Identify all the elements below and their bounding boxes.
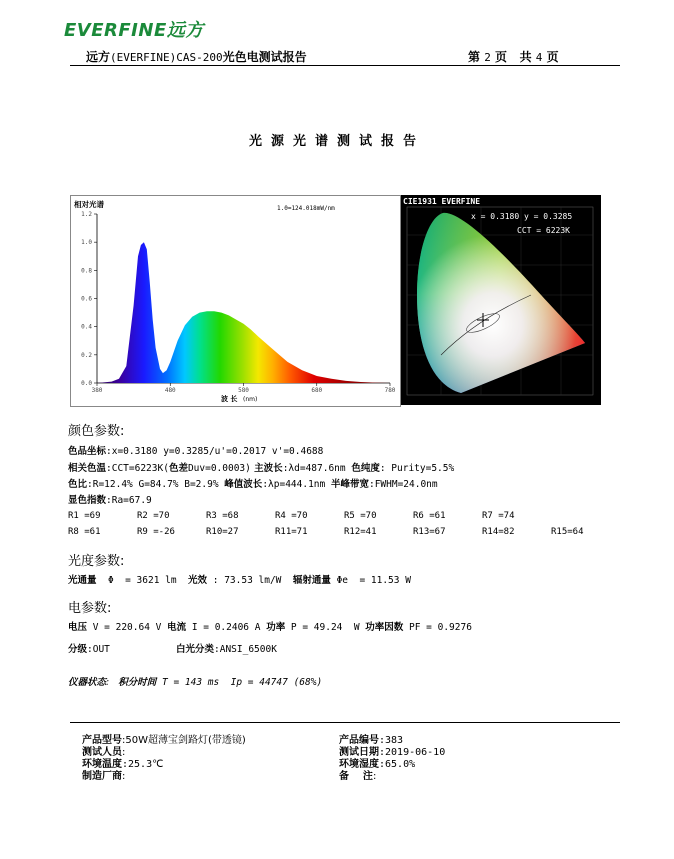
page-title: 光源光谱测试报告	[248, 134, 425, 149]
r-value: R11=71	[275, 527, 308, 537]
cie-diagram	[401, 195, 601, 405]
footer-sn: 产品编号:383	[339, 735, 404, 746]
photometric-line: 光通量 Φ = 3621 lm 光效 : 73.53 lm/W 辐射通量 Φe = 11.53 W	[68, 575, 411, 586]
grade-line: 分级:OUT	[68, 644, 110, 655]
r-value: R6 =61	[413, 511, 446, 521]
y-tick-label: 0.6	[81, 295, 92, 303]
chromaticity-line: 色品坐标:x=0.3180 y=0.3285/u'=0.2017 v'=0.4688	[68, 446, 324, 457]
y-tick-label: 1.2	[81, 211, 92, 218]
instrument-status: 仪器状态: 积分时间 T = 143 ms Ip = 44747 (68%)	[68, 677, 323, 688]
photo-params-heading: 光度参数:	[68, 554, 125, 569]
r-value: R3 =68	[206, 511, 239, 521]
footer-temp: 环境温度:25.3℃	[82, 759, 164, 770]
report-header-title: 远方(EVERFINE)CAS-200光色电测试报告	[86, 50, 307, 64]
header-rule	[70, 65, 620, 66]
cie-diagram-panel	[401, 195, 601, 405]
r-value: R14=82	[482, 527, 515, 537]
chart-ylabel: 相对光谱	[74, 200, 104, 209]
footer-date: 测试日期:2019-06-10	[339, 747, 446, 758]
cie-xy: x = 0.3180 y = 0.3285	[471, 212, 573, 221]
footer-humidity: 环境湿度:65.0%	[339, 759, 416, 770]
y-tick-label: 0.2	[81, 351, 92, 359]
r-value: R5 =70	[344, 511, 377, 521]
x-tick-label: 480	[164, 387, 176, 394]
spectrum-area	[97, 242, 390, 383]
footer-tester: 测试人员:	[82, 747, 126, 758]
r-value: R9 =-26	[137, 527, 175, 537]
everfine-logo: EVERFINE远方	[64, 20, 204, 41]
chart-xlabel-unit: (nm)	[243, 396, 258, 403]
r-value: R12=41	[344, 527, 377, 537]
r-value: R4 =70	[275, 511, 308, 521]
electrical-line: 电压 V = 220.64 V 电流 I = 0.2406 A 功率 P = 49.24 W 功率因数 PF = 0.9276	[68, 622, 472, 633]
r-value: R8 =61	[68, 527, 101, 537]
cct-line: 相关色温:CCT=6223K(色差Duv=0.0003) 主波长:λd=487.6nm 色纯度: Purity=5.5%	[68, 463, 455, 474]
r-value: R10=27	[206, 527, 239, 537]
color-params-heading: 颜色参数:	[68, 424, 125, 439]
y-tick-label: 1.0	[81, 239, 92, 247]
x-tick-label: 380	[91, 387, 103, 394]
r-value: R2 =70	[137, 511, 170, 521]
spectrum-chart	[71, 196, 400, 406]
cri-line: 显色指数:Ra=67.9	[68, 495, 152, 506]
footer-remark: 备 注:	[339, 771, 377, 782]
cie-title: CIE1931 EVERFINE	[403, 197, 481, 206]
cie-cct: CCT = 6223K	[517, 226, 570, 235]
x-tick-label: 580	[238, 387, 249, 394]
spectrum-chart-panel	[70, 195, 401, 407]
r-value: R7 =74	[482, 511, 515, 521]
page-indicator: 第 2 页 共 4 页	[468, 50, 559, 64]
r-value: R1 =69	[68, 511, 101, 521]
r-value: R13=67	[413, 527, 446, 537]
footer-rule	[70, 722, 620, 723]
elec-params-heading: 电参数:	[68, 601, 112, 616]
chart-xlabel: 波 长	[221, 395, 238, 403]
r-value: R15=64	[551, 527, 584, 537]
y-tick-label: 0.0	[81, 380, 92, 387]
x-tick-label: 680	[311, 387, 323, 394]
y-tick-label: 0.8	[81, 267, 92, 275]
chart-scale-note: 1.0=124.018mW/nm	[277, 205, 335, 212]
footer-maker: 制造厂商:	[82, 771, 126, 782]
white-class-line: 白光分类:ANSI_6500K	[176, 644, 277, 655]
y-tick-label: 0.4	[81, 323, 92, 331]
footer-model: 产品型号:50W超薄宝剑路灯(带透镜)	[82, 735, 246, 746]
color-ratio-line: 色比:R=12.4% G=84.7% B=2.9% 峰值波长:λp=444.1nm 半峰带宽:FWHM=24.0nm	[68, 479, 438, 490]
x-tick-label: 780	[384, 387, 396, 394]
